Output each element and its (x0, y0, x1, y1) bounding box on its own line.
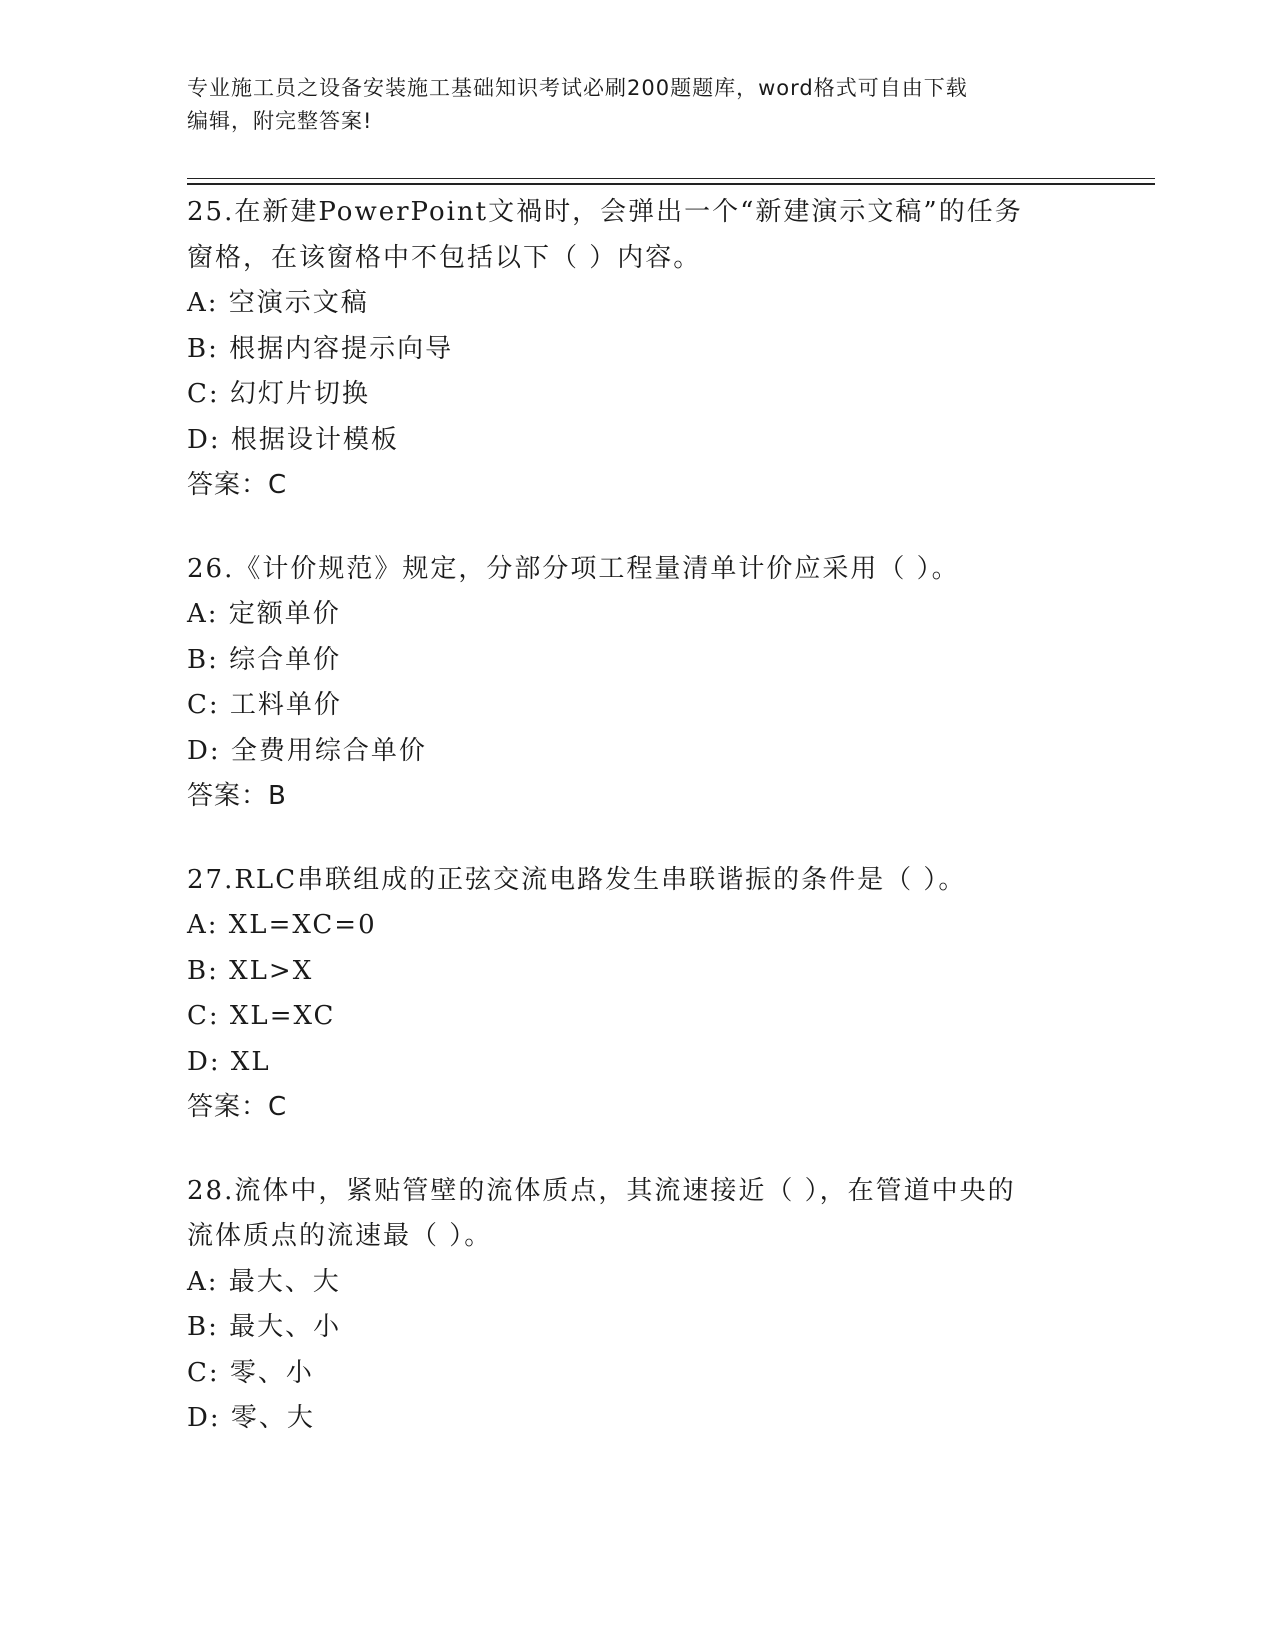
question-stem (187, 190, 1067, 281)
option-a: A: 最大、大 (187, 1266, 341, 1297)
option-b: B: XL>X (187, 955, 314, 986)
option-d: D: XL (187, 1046, 271, 1077)
option-a: A: 定额单价 (187, 599, 341, 629)
option-d: D: 全费用综合单价 (187, 735, 427, 766)
header-divider-thick (187, 183, 1155, 185)
question-25 (187, 190, 1087, 509)
question-stem: 26.《计价规范》规定，分部分项工程量清单计价应采用（ ）。 (187, 553, 960, 584)
question-27 (187, 858, 1087, 1131)
question-stem: 27.RLC串联组成的正弦交流电路发生串联谐振的条件是（ ）。 (187, 864, 967, 895)
option-b: B: 综合单价 (187, 644, 342, 675)
answer: 答案：C (187, 470, 288, 500)
option-c: C: XL=XC (187, 1001, 336, 1031)
document-header (187, 72, 1087, 138)
question-stem (187, 1169, 1067, 1260)
header-divider-thin (187, 178, 1155, 179)
answer: 答案：B (187, 781, 287, 811)
option-c: C: 工料单价 (187, 690, 342, 720)
header-title-line-2: 编辑，附完整答案! (187, 109, 373, 133)
question-stem-line-2: 流体质点的流速最（ ）。 (187, 1221, 493, 1251)
option-b: B: 最大、小 (187, 1312, 342, 1342)
question-stem-line-1: 25.在新建PowerPoint文禍时，会弹出一个“新建演示文稿”的任务 (187, 197, 1023, 227)
option-b: B: 根据内容提示向导 (187, 333, 454, 364)
option-a: A: XL=XC=0 (187, 910, 377, 940)
option-c: C: 零、小 (187, 1357, 314, 1388)
header-title-line-1: 专业施工员之设备安装施工基础知识考试必刷200题题库，word格式可自由下载 (187, 76, 968, 100)
option-d: D: 零、大 (187, 1403, 315, 1433)
option-a: A: 空演示文稿 (187, 288, 369, 318)
option-c: C: 幻灯片切换 (187, 379, 370, 409)
question-26 (187, 547, 1087, 820)
answer: 答案：C (187, 1092, 288, 1122)
question-28 (187, 1169, 1087, 1442)
question-stem-line-2: 窗格，在该窗格中不包括以下（ ）内容。 (187, 242, 702, 273)
question-list (187, 190, 1087, 1480)
option-d: D: 根据设计模板 (187, 424, 399, 455)
question-stem-line-1: 28.流体中，紧贴管壁的流体质点，其流速接近（ ），在管道中央的 (187, 1175, 1016, 1206)
